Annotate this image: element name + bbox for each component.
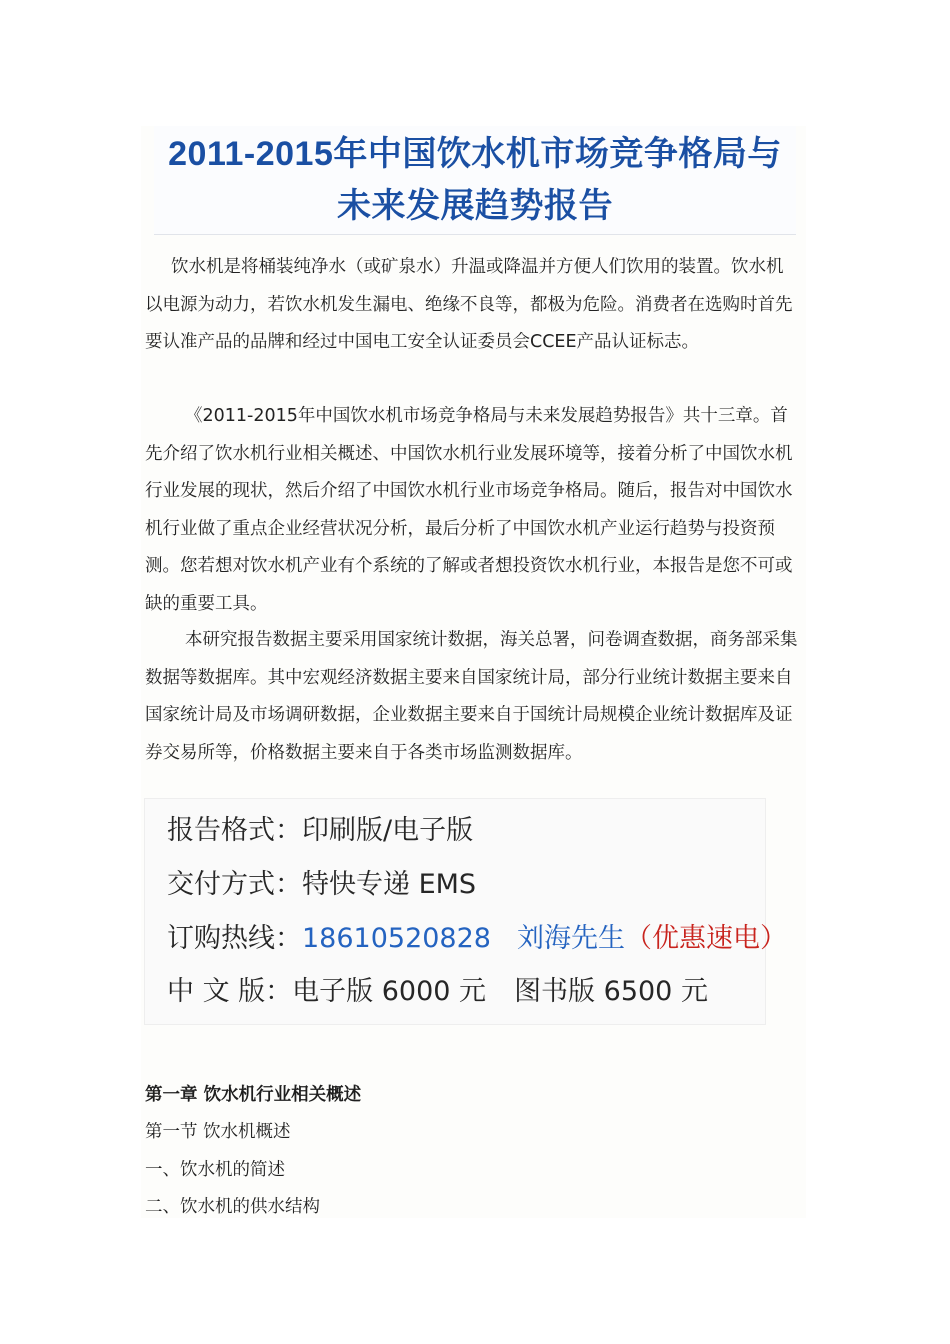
price-label: 中 文 版：: [167, 976, 293, 1007]
toc-section-1: 第一节 饮水机概述: [145, 1122, 291, 1142]
hotline-row: [167, 916, 787, 962]
toc-chapter-1: 第一章 饮水机行业相关概述: [145, 1085, 362, 1105]
hotline-note: 优惠速电: [651, 923, 760, 954]
delivery-row: [167, 862, 476, 908]
format-label: 报告格式：: [167, 815, 302, 846]
hotline-phone[interactable]: 18610520828: [302, 923, 491, 954]
hotline-note-open: （: [624, 923, 652, 954]
price-electronic: 电子版 6000 元: [292, 976, 487, 1007]
toc-item-1: 一、饮水机的简述: [145, 1160, 285, 1180]
format-value: 印刷版/电子版: [302, 815, 474, 846]
report-title: 2011-2015年中国饮水机市场竞争格局与未来发展趋势报告: [168, 135, 782, 225]
intro-paragraph: 饮水机是将桶装纯净水（或矿泉水）升温或降温并方便人们饮用的装置。饮水机以电源为动力，若饮水机发生漏电、绝缘不良等，都极为危险。消费者在选购时首先要认准产品的品牌和经过中国电工安全认证委员会CCEE产品认证标志。: [145, 257, 793, 352]
price-book: 图书版 6500 元: [514, 976, 708, 1007]
hotline-label: 订购热线：: [167, 923, 302, 954]
delivery-value: 特快专递 EMS: [302, 869, 477, 900]
format-row: [167, 808, 473, 854]
order-info-box: [144, 798, 787, 1025]
hotline-note-close: ）: [759, 923, 787, 954]
data-source-paragraph: 本研究报告数据主要采用国家统计数据，海关总署，问卷调查数据，商务部采集数据等数据库。其中宏观经济数据主要来自国家统计局，部分行业统计数据主要来自国家统计局及市场调研数据，企业数据主要来自于国统计局规模企业统计数据库及证券交易所等，价格数据主要来自于各类市场监测数据库。: [145, 630, 798, 763]
price-row: [167, 969, 708, 1015]
summary-paragraph: 《2011-2015年中国饮水机市场竞争格局与未来发展趋势报告》共十三章。首先介绍了饮水机行业相关概述、中国饮水机行业发展环境等，接着分析了中国饮水机行业发展的现状，然后介绍了中国饮水机行业市场竞争格局。随后，报告对中国饮水机行业做了重点企业经营状况分析，最后分析了中国饮水机产业运行趋势与投资预测。您若想对饮水机产业有个系统的了解或者想投资饮水机行业，本报告是您不可或缺的重要工具。: [145, 406, 793, 614]
delivery-label: 交付方式：: [167, 869, 302, 900]
hotline-contact: 刘海先生: [516, 923, 625, 954]
toc-item-2: 二、饮水机的供水结构: [145, 1197, 320, 1217]
